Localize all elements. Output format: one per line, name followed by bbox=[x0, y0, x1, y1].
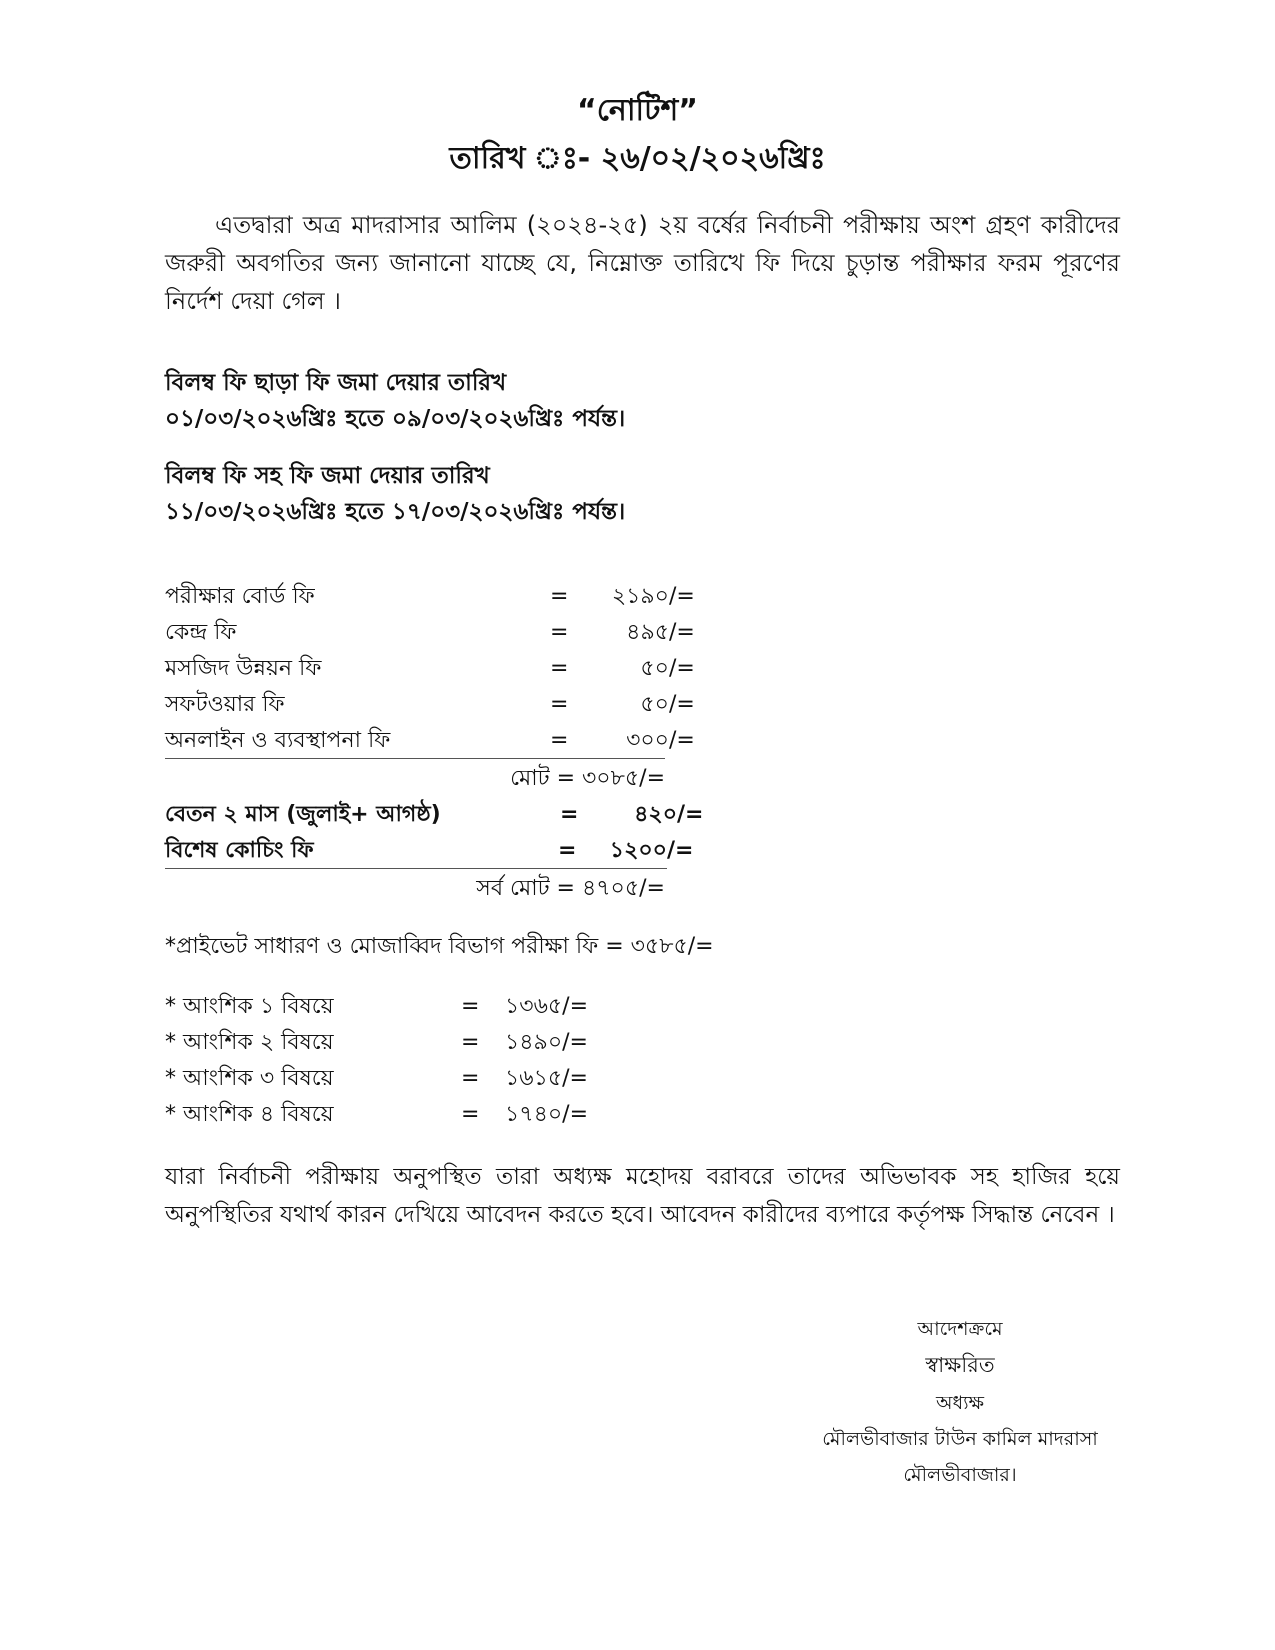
schedule-range-regular: ০১/০৩/২০২৬খ্রিঃ হতে ০৯/০৩/২০২৬খ্রিঃ পর্যন্ত। bbox=[165, 406, 626, 432]
fee-value: ১২০০ bbox=[609, 838, 667, 863]
fee-row-board bbox=[165, 580, 695, 614]
fee-equals: = bbox=[558, 838, 577, 863]
partial-equals: = bbox=[461, 994, 480, 1019]
fee-suffix: /= bbox=[669, 584, 695, 609]
fee-suffix: /= bbox=[669, 692, 695, 717]
partial-label: * আংশিক ৩ বিষয়ে bbox=[165, 1066, 334, 1091]
fee-label: বিশেষ কোচিং ফি bbox=[165, 838, 314, 863]
intro-text: এতদ্বারা অত্র মাদরাসার আলিম (২০২৪-২৫) ২য় বর্ষের নির্বাচনী পরীক্ষায় অংশ গ্রহণ কারীদের জরুরী অবগতির জন্য জানানো যাচ্ছে যে, নিম্নোক্ত তারিখে ফি দিয়ে চুড়ান্ত পরীক্ষার ফরম পূরণের নির্দেশ দেয়া গেল । bbox=[165, 211, 1120, 315]
subtotal: মোট = ৩০৮৫/= bbox=[510, 766, 665, 791]
fee-row-online bbox=[165, 724, 695, 758]
signature-order: আদেশক্রমে bbox=[917, 1318, 1003, 1340]
fee-row-center bbox=[165, 616, 695, 650]
fee-value: ৩০০ bbox=[626, 728, 669, 753]
fee-label: মসজিদ উন্নয়ন ফি bbox=[165, 656, 322, 681]
fee-row-software bbox=[165, 688, 695, 722]
fee-equals: = bbox=[560, 802, 579, 827]
fee-suffix: /= bbox=[677, 802, 704, 827]
partial-label: * আংশিক ৪ বিষয়ে bbox=[165, 1102, 334, 1127]
fee-label: কেন্দ্র ফি bbox=[165, 620, 237, 645]
fee-row-salary bbox=[165, 798, 704, 832]
partial-label: * আংশিক ১ বিষয়ে bbox=[165, 994, 334, 1019]
fee-value: ৫০ bbox=[640, 656, 669, 681]
fee-label: সফটওয়ার ফি bbox=[165, 692, 285, 717]
partial-equals: = bbox=[461, 1066, 480, 1091]
partial-row-1 bbox=[165, 990, 615, 1024]
partial-value: ১৬১৫/= bbox=[505, 1066, 588, 1091]
signature-location: মৌলভীবাজার। bbox=[903, 1464, 1017, 1486]
fee-equals: = bbox=[550, 584, 569, 609]
notice-date: তারিখ ঃ- ২৬/০২/২০২৬খ্রিঃ bbox=[449, 141, 826, 176]
partial-equals: = bbox=[461, 1102, 480, 1127]
schedule-heading-regular: বিলম্ব ফি ছাড়া ফি জমা দেয়ার তারিখ bbox=[165, 370, 507, 396]
grand-total-divider bbox=[165, 868, 667, 869]
fee-value: ৪৯৫ bbox=[626, 620, 669, 645]
fee-equals: = bbox=[550, 620, 569, 645]
closing-text: যারা নির্বাচনী পরীক্ষায় অনুপস্থিত তারা অধ্যক্ষ মহোদয় বরাবরে তাদের অভিভাবক সহ হাজির হয়ে অনুপস্থিতির যথার্থ কারন দেখিয়ে আবেদন করতে হবে। আবেদন কারীদের ব্যপারে কর্তৃপক্ষ সিদ্ধান্ত নেবেন । bbox=[165, 1164, 1120, 1228]
fee-value: ২১৯০ bbox=[611, 584, 669, 609]
notice-title: “নোটিশ” bbox=[577, 93, 698, 128]
fee-label: পরীক্ষার বোর্ড ফি bbox=[165, 584, 315, 609]
partial-row-3 bbox=[165, 1062, 615, 1096]
schedule-heading-late: বিলম্ব ফি সহ ফি জমা দেয়ার তারিখ bbox=[165, 463, 490, 489]
partial-label: * আংশিক ২ বিষয়ে bbox=[165, 1030, 334, 1055]
signature-signed: স্বাক্ষরিত bbox=[925, 1353, 995, 1377]
partial-value: ১৭৪০/= bbox=[505, 1102, 589, 1127]
fee-suffix: /= bbox=[667, 838, 694, 863]
partial-value: ১৩৬৫/= bbox=[505, 994, 589, 1019]
subtotal-divider bbox=[165, 758, 665, 759]
fee-row-mosque bbox=[165, 652, 695, 686]
closing-paragraph bbox=[165, 1158, 1120, 1234]
fee-suffix: /= bbox=[669, 656, 695, 681]
grand-total: সর্ব মোট = ৪৭০৫/= bbox=[476, 876, 665, 901]
fee-equals: = bbox=[550, 656, 569, 681]
fee-suffix: /= bbox=[669, 620, 695, 645]
fee-row-coaching bbox=[165, 834, 694, 868]
fee-value: ৪২০ bbox=[634, 802, 677, 827]
signature-designation: অধ্যক্ষ bbox=[935, 1392, 984, 1414]
fee-value: ৫০ bbox=[640, 692, 669, 717]
partial-row-4 bbox=[165, 1098, 615, 1132]
fee-label: বেতন ২ মাস (জুলাই+ আগষ্ঠ) bbox=[165, 802, 441, 827]
intro-paragraph bbox=[165, 206, 1120, 320]
schedule-range-late: ১১/০৩/২০২৬খ্রিঃ হতে ১৭/০৩/২০২৬খ্রিঃ পর্যন্ত। bbox=[165, 499, 626, 525]
partial-row-2 bbox=[165, 1026, 615, 1060]
fee-label: অনলাইন ও ব্যবস্থাপনা ফি bbox=[165, 728, 391, 753]
signature-institution: মৌলভীবাজার টাউন কামিল মাদরাসা bbox=[822, 1428, 1098, 1450]
fee-suffix: /= bbox=[669, 728, 695, 753]
fee-equals: = bbox=[550, 728, 569, 753]
private-exam-fee: *প্রাইভেট সাধারণ ও মোজাব্বিদ বিভাগ পরীক্ষা ফি = ৩৫৮৫/= bbox=[165, 934, 714, 959]
partial-value: ১৪৯০/= bbox=[505, 1030, 588, 1055]
partial-equals: = bbox=[461, 1030, 480, 1055]
fee-equals: = bbox=[550, 692, 569, 717]
